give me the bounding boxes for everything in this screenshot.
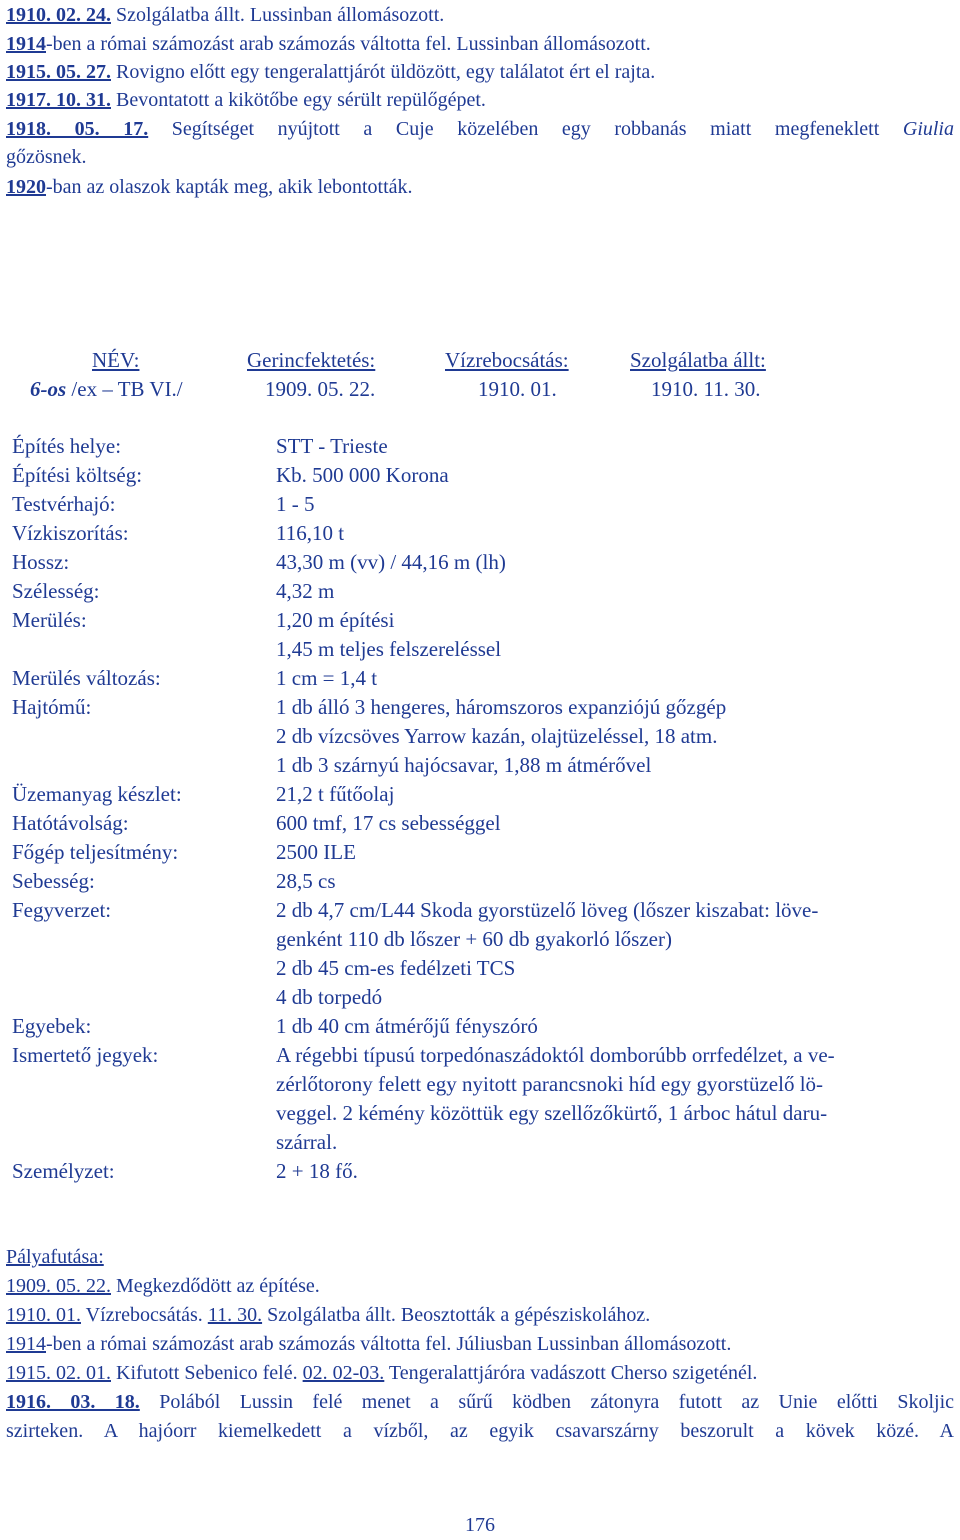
career-date: 11. 30. xyxy=(207,1304,263,1326)
spec-label-cost: Építési költség: xyxy=(12,463,143,487)
col-header-commissioned: Szolgálatba állt: xyxy=(630,348,766,372)
spec-label-fuel: Üzemanyag készlet: xyxy=(12,782,182,806)
spec-label-power: Főgép teljesítmény: xyxy=(12,840,179,864)
spec-value-fuel: 21,2 t fűtőolaj xyxy=(276,782,395,806)
spec-value-length: 43,30 m (vv) / 44,16 m (lh) xyxy=(276,550,506,574)
spec-label-sister: Testvérhajó: xyxy=(12,492,116,516)
career-text: Szolgálatba állt. Beosztották a gépésziskolához. xyxy=(262,1304,651,1326)
keel-date: 1909. 05. 22. xyxy=(265,377,376,401)
career-line-2 xyxy=(6,1304,650,1326)
history-text: Bevontatott a kikötőbe egy sérült repülőgépet. xyxy=(111,89,486,111)
history-text: -ban az olaszok kapták meg, akik lebontották. xyxy=(46,176,413,198)
history-text: gőzösnek. xyxy=(6,146,87,168)
spec-value-armament-1a: 2 db 4,7 cm/L44 Skoda gyorstüzelő löveg (lőszer kiszabat: löve- xyxy=(276,898,819,922)
career-line-4 xyxy=(6,1362,757,1384)
spec-label-speed: Sebesség: xyxy=(12,869,95,893)
career-text: Megkezdődött az építése. xyxy=(111,1275,320,1297)
career-date: 1916. 03. 18. xyxy=(6,1391,140,1413)
history-date: 1915. 05. 27. xyxy=(6,61,111,83)
spec-value-armament-1b: genként 110 db lőszer + 60 db gyakorló lőszer) xyxy=(276,927,672,951)
history-line-2 xyxy=(6,33,651,55)
spec-value-features-1: A régebbi típusú torpedónaszádoktól domborúbb orrfedélzet, a ve- xyxy=(276,1043,835,1067)
career-date: 02. 02-03. xyxy=(302,1362,385,1384)
spec-value-features-3: veggel. 2 kémény közöttük egy szellőzőkürtő, 1 árboc hátul daru- xyxy=(276,1101,828,1125)
history-line-5b xyxy=(6,146,87,168)
page-number: 176 xyxy=(465,1514,495,1536)
ship-name-rest: /ex – TB VI./ xyxy=(66,377,183,401)
career-text: -ben a római számozást arab számozás váltotta fel. Júliusban Lussinban állomásozott. xyxy=(46,1333,732,1355)
career-text: Vízrebocsátás. xyxy=(81,1304,208,1326)
spec-value-range: 600 tmf, 17 cs sebességgel xyxy=(276,811,501,835)
spec-label-draught-change: Merülés változás: xyxy=(12,666,161,690)
spec-label-armament: Fegyverzet: xyxy=(12,898,112,922)
spec-label-other: Egyebek: xyxy=(12,1014,92,1038)
history-date: 1917. 10. 31. xyxy=(6,89,111,111)
career-line-1 xyxy=(6,1275,320,1297)
commissioned-date: 1910. 11. 30. xyxy=(651,377,761,401)
spec-label-build-place: Építés helye: xyxy=(12,434,122,458)
career-text: Polából Lussin felé menet a sűrű ködben zátonyra futott az Unie előtti Skoljic xyxy=(139,1391,954,1413)
col-header-launch: Vízrebocsátás: xyxy=(445,348,569,372)
spec-label-displacement: Vízkiszorítás: xyxy=(12,521,129,545)
history-line-4 xyxy=(6,89,486,111)
spec-value-features-2: zérlőtorony felett egy nyitott parancsnoki híd egy gyorstüzelő lö- xyxy=(276,1072,824,1096)
spec-value-other: 1 db 40 cm átmérőjű fényszóró xyxy=(276,1014,538,1038)
history-text: Szolgálatba állt. Lussinban állomásozott. xyxy=(111,4,445,26)
col-header-name: NÉV: xyxy=(92,348,140,372)
history-line-1 xyxy=(6,4,444,26)
career-date: 1910. 01. xyxy=(6,1304,81,1326)
career-date: 1915. 02. 01. xyxy=(6,1362,111,1384)
history-text: -ben a római számozást arab számozás váltotta fel. Lussinban állomásozott. xyxy=(46,33,651,55)
career-line-5 xyxy=(6,1391,954,1413)
spec-label-range: Hatótávolság: xyxy=(12,811,129,835)
spec-value-speed: 28,5 cs xyxy=(276,869,336,893)
spec-value-displacement: 116,10 t xyxy=(276,521,345,545)
spec-value-draught-1: 1,20 m építési xyxy=(276,608,395,632)
spec-label-crew: Személyzet: xyxy=(12,1159,115,1183)
spec-label-draught: Merülés: xyxy=(12,608,87,632)
spec-value-features-4: szárral. xyxy=(276,1130,338,1154)
history-date: 1910. 02. 24. xyxy=(6,4,111,26)
career-text: Kifutott Sebenico felé. xyxy=(111,1362,303,1384)
spec-value-power: 2500 ILE xyxy=(276,840,356,864)
spec-value-crew: 2 + 18 fő. xyxy=(276,1159,358,1183)
career-title: Pályafutása: xyxy=(6,1246,104,1268)
career-date: 1914 xyxy=(6,1333,46,1355)
spec-value-cost: Kb. 500 000 Korona xyxy=(276,463,449,487)
history-line-3 xyxy=(6,61,655,83)
career-date: 1909. 05. 22. xyxy=(6,1275,111,1297)
spec-label-beam: Szélesség: xyxy=(12,579,100,603)
spec-value-propulsion-1: 1 db álló 3 hengeres, háromszoros expanziójú gőzgép xyxy=(276,695,727,719)
spec-value-armament-3: 4 db torpedó xyxy=(276,985,383,1009)
career-line-3 xyxy=(6,1333,731,1355)
spec-value-sister: 1 - 5 xyxy=(276,492,315,516)
history-text: Segítséget nyújtott a Cuje közelében egy robbanás miatt megfeneklett xyxy=(148,118,903,140)
spec-label-features: Ismertető jegyek: xyxy=(12,1043,159,1067)
spec-value-beam: 4,32 m xyxy=(276,579,335,603)
spec-value-build-place: STT - Trieste xyxy=(276,434,388,458)
col-header-keel: Gerincfektetés: xyxy=(247,348,376,372)
career-text: Tengeralattjáróra vadászott Cherso szigeténél. xyxy=(384,1362,758,1384)
career-text: szirteken. A hajóorr kiemelkedett a vízből, az egyik csavarszárny beszorult a kövek közé. A xyxy=(6,1420,954,1442)
spec-value-armament-2: 2 db 45 cm-es fedélzeti TCS xyxy=(276,956,516,980)
spec-value-draught-2: 1,45 m teljes felszereléssel xyxy=(276,637,502,661)
ship-name-giulia: Giulia xyxy=(902,118,954,140)
history-date: 1918. 05. 17. xyxy=(6,118,149,140)
ship-name-bold: 6-os xyxy=(30,377,67,401)
spec-label-propulsion: Hajtómű: xyxy=(12,695,92,719)
history-line-6 xyxy=(6,176,413,198)
spec-value-propulsion-3: 1 db 3 szárnyú hajócsavar, 1,88 m átmérővel xyxy=(276,753,652,777)
history-line-5 xyxy=(6,118,954,140)
ship-name xyxy=(30,377,183,401)
spec-label-length: Hossz: xyxy=(12,550,70,574)
history-date: 1914 xyxy=(6,33,46,55)
history-text: Rovigno előtt egy tengeralattjárót üldözött, egy találatot ért el rajta. xyxy=(111,61,656,83)
launch-date: 1910. 01. xyxy=(478,377,557,401)
career-line-6 xyxy=(6,1420,954,1442)
history-date: 1920 xyxy=(6,176,46,198)
spec-value-draught-change: 1 cm = 1,4 t xyxy=(276,666,378,690)
spec-value-propulsion-2: 2 db vízcsöves Yarrow kazán, olajtüzeléssel, 18 atm. xyxy=(276,724,718,748)
